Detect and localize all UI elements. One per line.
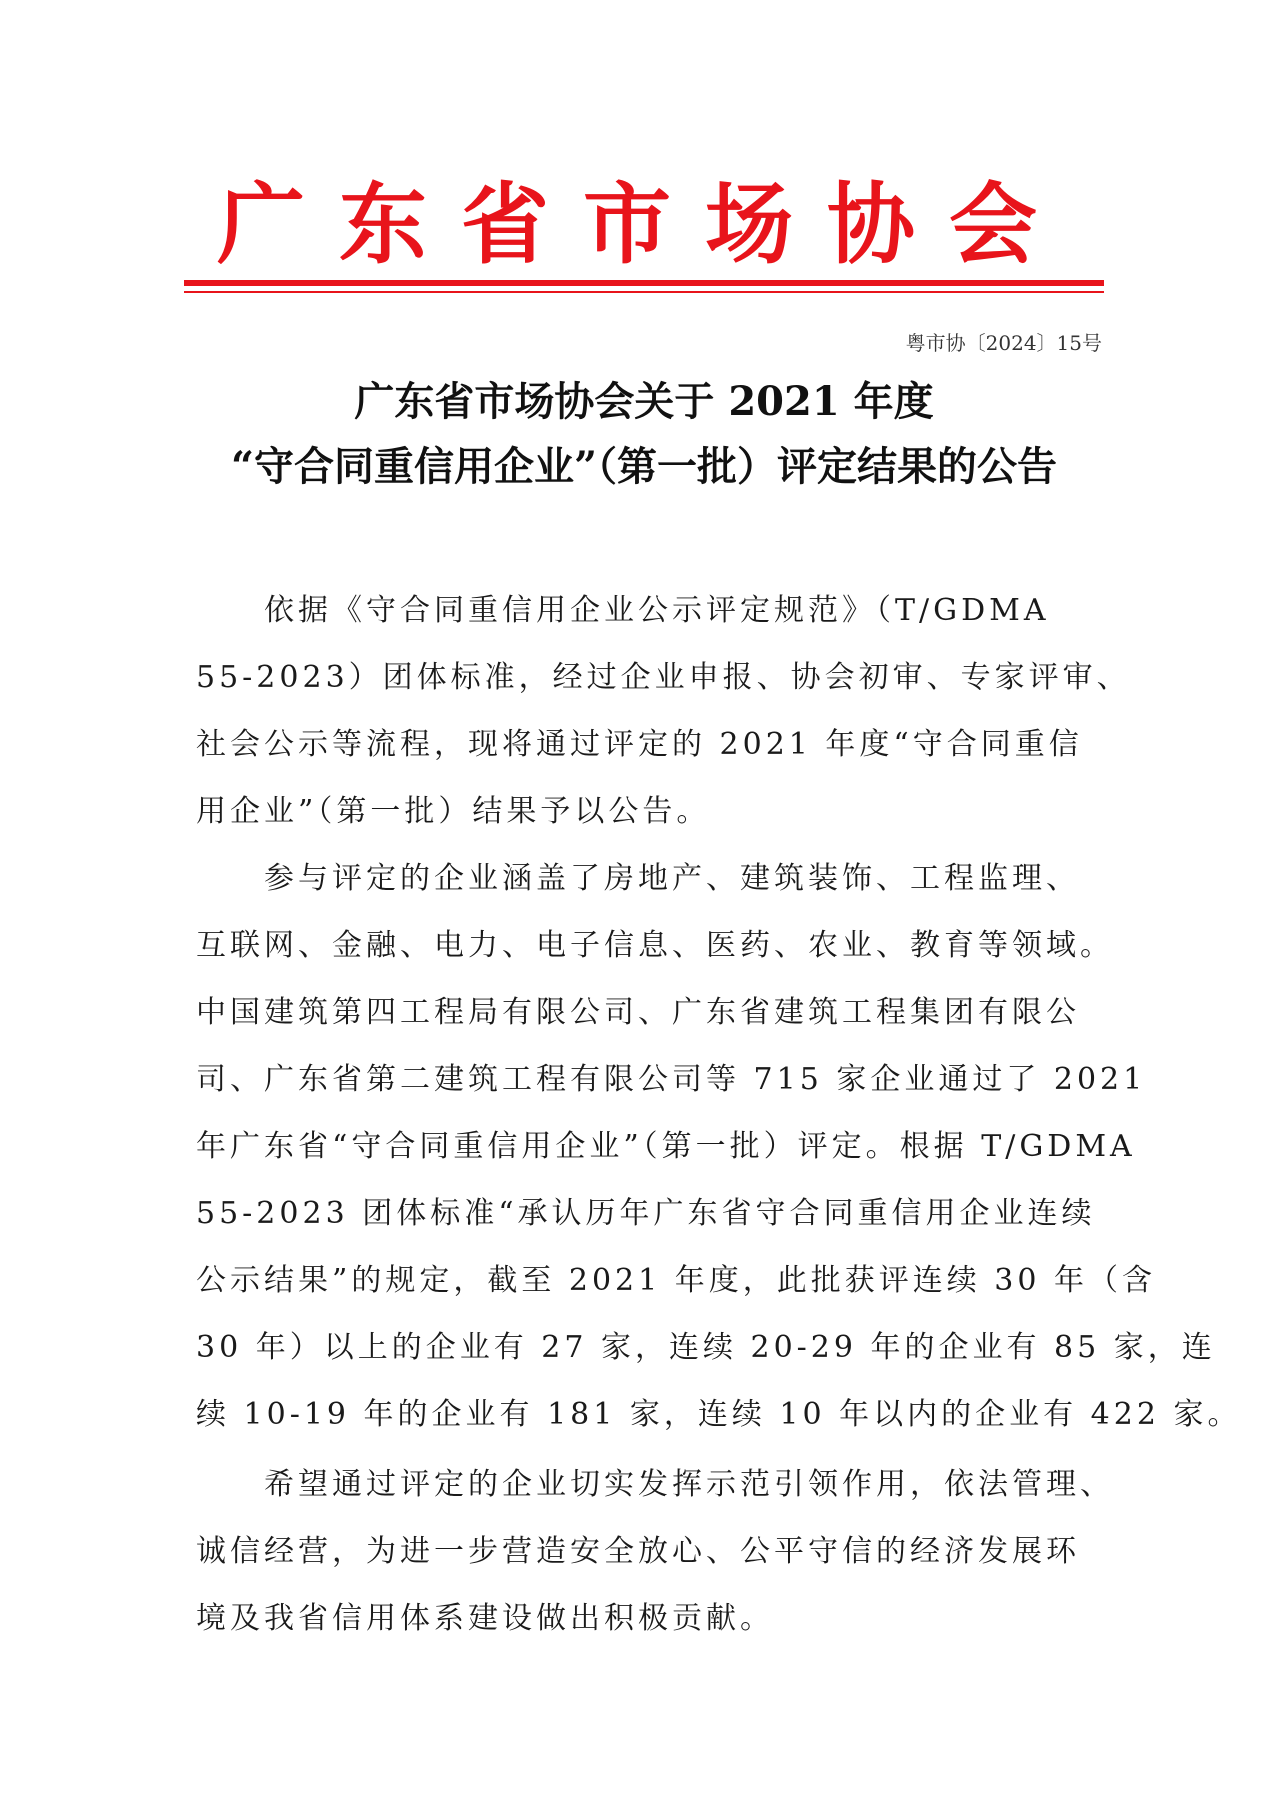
body-line: 55-2023 团体标准“承认历年广东省守合同重信用企业连续 [196,1196,1096,1231]
body-line: 诚信经营，为进一步营造安全放心、公平守信的经济发展环 [196,1534,1080,1569]
body-line: 用企业”（第一批）结果予以公告。 [196,794,711,829]
document-title-line-1: 广东省市场协会关于 2021 年度 [354,378,934,425]
body-line: 参与评定的企业涵盖了房地产、建筑装饰、工程监理、 [264,861,1080,896]
document-title-line-2: “守合同重信用企业”（第一批）评定结果的公告 [230,443,1057,490]
body-line: 公示结果”的规定，截至 2021 年度，此批获评连续 30 年（含 [196,1263,1157,1298]
letterhead-title: 广东省市场协会 [216,173,1071,276]
body-line: 依据《守合同重信用企业公示评定规范》（T/GDMA [264,593,1050,628]
body-line: 希望通过评定的企业切实发挥示范引领作用，依法管理、 [264,1467,1114,1502]
body-line: 司、广东省第二建筑工程有限公司等 715 家企业通过了 2021 [196,1062,1147,1097]
letterhead-rule-thin [184,291,1104,293]
body-line: 中国建筑第四工程局有限公司、广东省建筑工程集团有限公 [196,995,1080,1030]
body-line: 55-2023）团体标准，经过企业申报、协会初审、专家评审、 [196,660,1131,695]
body-line: 续 10-19 年的企业有 181 家，连续 10 年以内的企业有 422 家。 [196,1397,1242,1432]
body-line: 互联网、金融、电力、电子信息、医药、农业、教育等领域。 [196,928,1114,963]
letterhead-rule-thick [184,280,1104,286]
document-number: 粤市协〔2024〕15号 [905,331,1102,355]
body-line: 30 年）以上的企业有 27 家，连续 20-29 年的企业有 85 家，连 [196,1330,1216,1365]
body-line: 年广东省“守合同重信用企业”（第一批）评定。根据 T/GDMA [196,1129,1136,1164]
body-line: 境及我省信用体系建设做出积极贡献。 [196,1601,774,1636]
body-line: 社会公示等流程，现将通过评定的 2021 年度“守合同重信 [196,727,1083,762]
